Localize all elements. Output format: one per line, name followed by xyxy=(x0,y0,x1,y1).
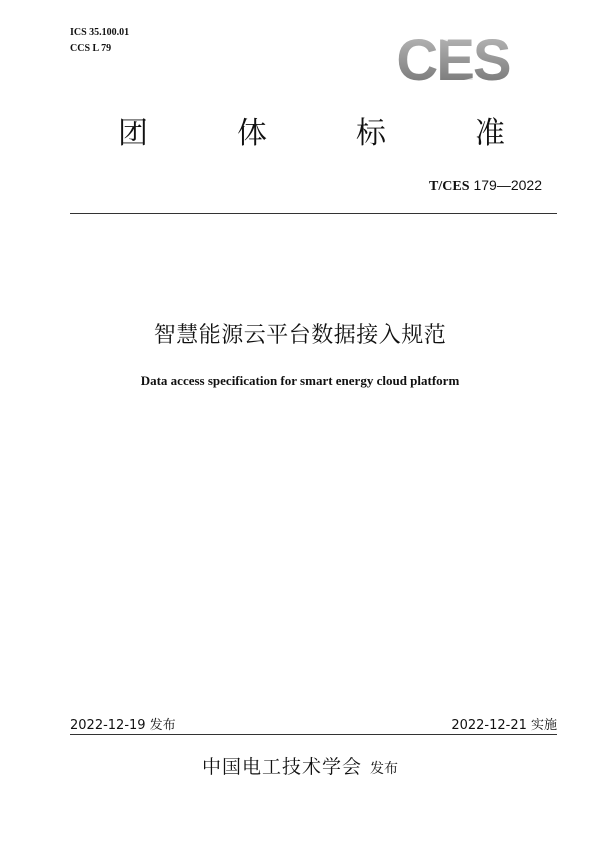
standard-code-prefix: T/CES xyxy=(429,179,470,194)
standard-code xyxy=(429,177,542,195)
standard-type xyxy=(0,108,600,151)
logo-text: CES xyxy=(396,28,510,90)
top-divider xyxy=(70,213,557,214)
standard-type-char: 准 xyxy=(475,116,505,151)
standard-type-char: 标 xyxy=(356,116,386,151)
standard-type-char: 体 xyxy=(237,116,267,151)
ccs-code: CCS L 79 xyxy=(70,43,112,54)
issuer xyxy=(0,752,600,779)
issuer-org: 中国电工技术学会 xyxy=(201,756,362,778)
standard-code-number: 179—2022 xyxy=(473,177,542,193)
title-chinese: 智慧能源云平台数据接入规范 xyxy=(153,323,447,348)
publish-date: 2022-12-19 发布 xyxy=(70,718,176,733)
standard-type-char: 团 xyxy=(118,116,148,151)
ics-code: ICS 35.100.01 xyxy=(70,27,130,38)
bottom-divider xyxy=(70,734,557,735)
implement-date: 2022-12-21 实施 xyxy=(451,718,557,733)
ces-logo xyxy=(378,28,528,90)
issuer-action: 发布 xyxy=(370,761,398,777)
title-english: Data access specification for smart energy cloud platform xyxy=(140,373,460,388)
